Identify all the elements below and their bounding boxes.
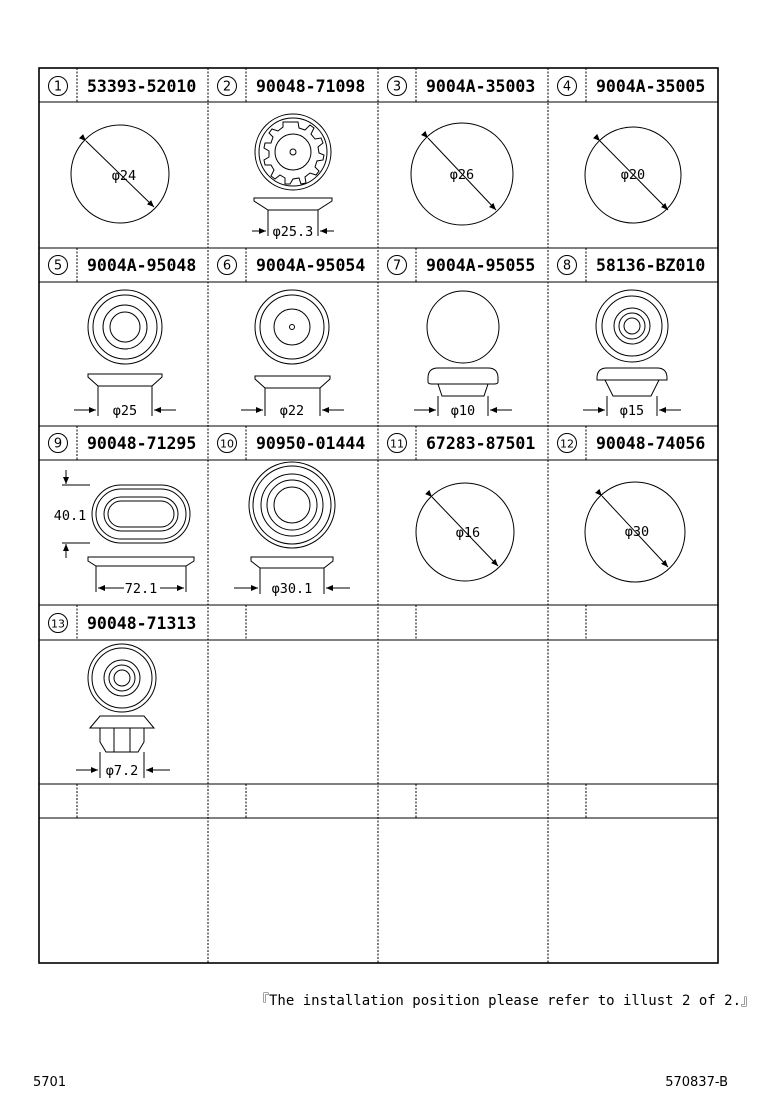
dimension-label: φ15 — [619, 403, 645, 419]
part-header-9 — [49, 434, 197, 454]
table-grid — [39, 68, 718, 963]
part-header-5 — [49, 256, 197, 276]
item-number: 3 — [392, 79, 402, 95]
item-number: 7 — [392, 258, 402, 274]
part-number: 90950-01444 — [256, 434, 366, 453]
part-drawing-12 — [585, 482, 685, 582]
dimension-label: φ26 — [449, 167, 475, 183]
part-number: 67283-87501 — [426, 434, 536, 453]
part-header-6 — [218, 256, 366, 276]
part-drawing-11 — [416, 483, 514, 581]
part-header-11 — [388, 434, 536, 454]
item-number: 12 — [560, 437, 574, 451]
item-number: 1 — [53, 79, 63, 95]
item-number: 9 — [53, 436, 63, 452]
dimension-label: φ24 — [111, 168, 137, 184]
part-header-8 — [558, 256, 706, 276]
part-header-1 — [49, 77, 197, 97]
dimension-label: φ25 — [112, 403, 138, 419]
installation-note: 『The installation position please refer to illust 2 of 2.』 — [255, 993, 756, 1009]
item-number: 13 — [51, 617, 65, 631]
dimension-label: φ20 — [620, 167, 646, 183]
page-code-right: 570837-B — [665, 1075, 728, 1090]
item-number: 10 — [220, 437, 234, 451]
dimension-label: φ30.1 — [271, 581, 313, 597]
part-drawing-5 — [74, 290, 176, 419]
part-drawing-10 — [234, 462, 350, 597]
part-header-10 — [218, 434, 366, 454]
part-drawing-2 — [252, 114, 334, 240]
part-header-3 — [388, 77, 536, 97]
item-number: 4 — [562, 79, 572, 95]
dimension-label: φ10 — [450, 403, 476, 419]
part-drawing-1 — [71, 125, 169, 223]
page-code-left: 5701 — [33, 1075, 67, 1090]
dimension-label: 72.1 — [124, 581, 158, 597]
part-number: 90048-71098 — [256, 77, 366, 96]
item-number: 8 — [562, 258, 572, 274]
part-drawing-6 — [241, 290, 344, 419]
part-number: 90048-74056 — [596, 434, 706, 453]
part-drawing-4 — [585, 127, 681, 223]
part-drawing-8 — [583, 290, 681, 419]
item-number: 2 — [222, 79, 232, 95]
part-header-13 — [49, 614, 197, 634]
part-drawing-13 — [76, 644, 170, 779]
part-drawing-3 — [411, 123, 513, 225]
part-drawing-9 — [54, 470, 194, 597]
part-number: 9004A-35003 — [426, 77, 536, 96]
item-number: 5 — [53, 258, 63, 274]
dimension-label-height: 40.1 — [53, 508, 87, 524]
part-number: 9004A-95048 — [87, 256, 197, 275]
item-number: 11 — [390, 437, 404, 451]
part-number: 90048-71295 — [87, 434, 197, 453]
part-header-2 — [218, 77, 366, 97]
part-drawing-7 — [414, 291, 512, 419]
part-number: 9004A-95054 — [256, 256, 366, 275]
part-number: 53393-52010 — [87, 77, 197, 96]
dimension-label: φ22 — [279, 403, 305, 419]
dimension-label: φ16 — [455, 525, 481, 541]
dimension-label: φ30 — [624, 524, 650, 540]
part-number: 9004A-95055 — [426, 256, 536, 275]
part-number: 90048-71313 — [87, 614, 197, 633]
part-header-12 — [558, 434, 706, 454]
part-number: 58136-BZ010 — [596, 256, 706, 275]
item-number: 6 — [222, 258, 232, 274]
part-number: 9004A-35005 — [596, 77, 706, 96]
part-header-7 — [388, 256, 536, 276]
dimension-label: φ7.2 — [105, 763, 139, 779]
part-header-4 — [558, 77, 706, 97]
dimension-label: φ25.3 — [272, 224, 314, 240]
